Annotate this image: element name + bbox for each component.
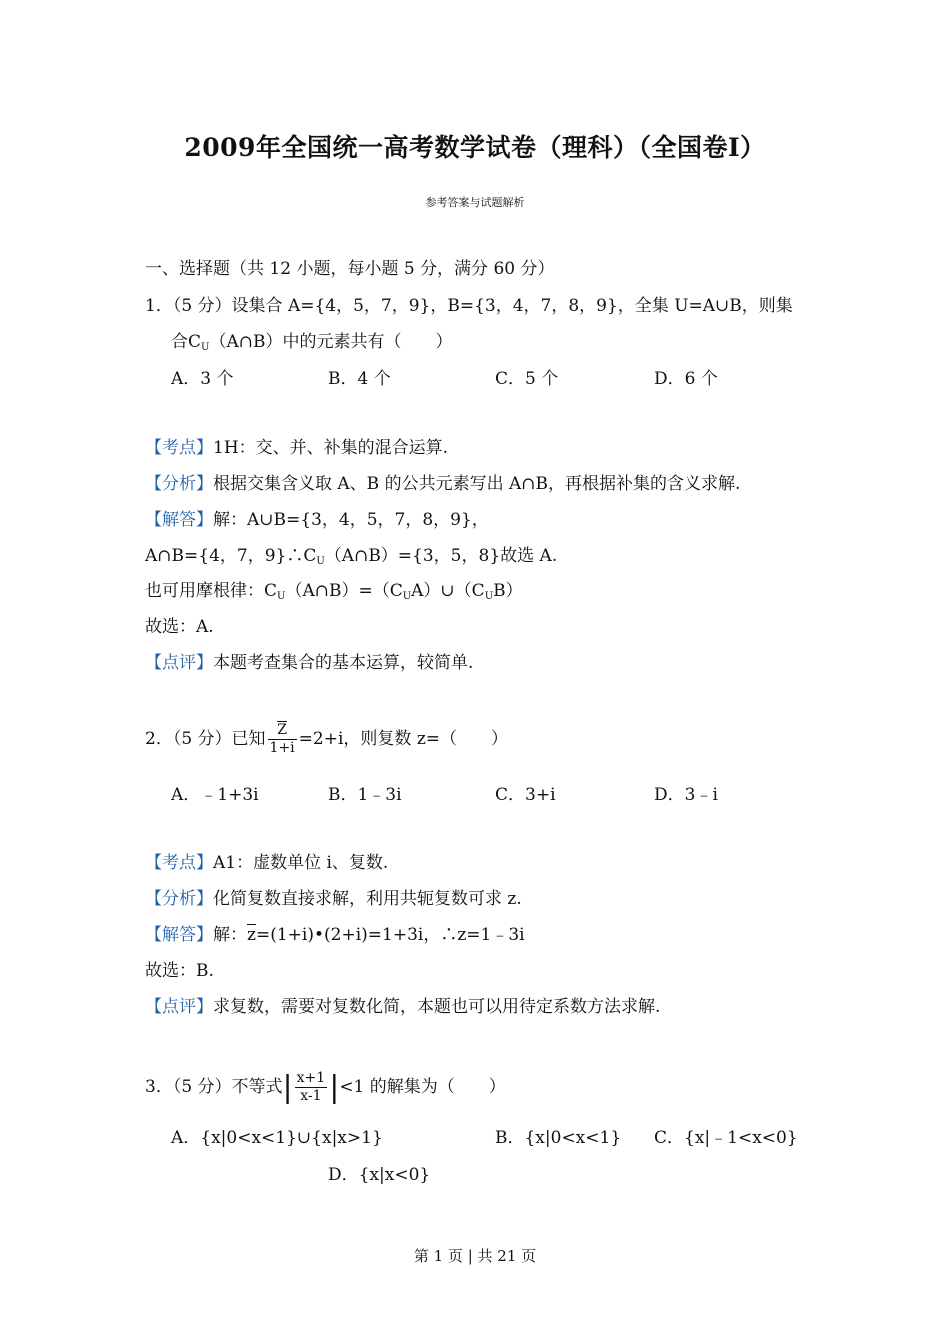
q3-option-c: C．{x|﹣1<x<0} [654,1128,798,1148]
q2-stem-a: 2．（5 分）已知 [145,729,266,749]
q3-abs-right: | [329,1069,340,1105]
page-subtitle: 参考答案与试题解析 [425,196,525,209]
q2-kaodian-label: 【考点】 [145,853,213,873]
q2-stem-b: =2+i，则复数 z=（ ） [298,729,509,749]
q2-jieda-zbar: $\overline{z}$ [247,925,256,945]
q1-jieda3-d: B） [493,581,523,601]
q1-fenxi-label: 【分析】 [145,474,213,494]
q1-jieda3-sub2: U [402,591,412,602]
q2-dianping [145,996,660,1018]
q2-option-a: A．﹣1+3i [171,785,259,805]
q1-jieda3-sub1: U [277,591,286,602]
q2-option-b: B．1﹣3i [328,785,402,805]
q3-stem [145,1070,506,1105]
q2-jieda-a: 解： [213,925,247,945]
q1-stem-line2-b: （A∩B）中的元素共有（ ） [209,332,453,352]
q2-fraction [268,722,297,757]
q1-option-b: B．4 个 [328,369,391,389]
q1-jieda2-sub: U [316,556,325,567]
q1-kaodian-label: 【考点】 [145,438,213,458]
q1-dianping-label: 【点评】 [145,653,213,673]
q2-stem [145,722,508,757]
q1-fenxi-text: 根据交集含义取 A、B 的公共元素写出 A∩B，再根据补集的含义求解. [213,474,741,494]
q1-kaodian-text: 1H：交、并、补集的混合运算. [213,438,449,458]
page-title: 2009年全国统一高考数学试卷（理科）（全国卷Ⅰ） [184,133,766,162]
q3-stem-b: <1 的解集为（ ） [339,1077,506,1097]
q1-option-c: C．5 个 [495,369,559,389]
q1-jieda-label: 【解答】 [145,510,213,530]
q1-stem-line2-a: 合C [171,332,202,352]
q1-jieda3-a: 也可用摩根律：C [145,581,278,601]
q1-option-d: D．6 个 [654,369,718,389]
section-heading: 一、选择题（共 12 小题，每小题 5 分，满分 60 分） [145,259,555,279]
q1-jieda3-sub3: U [484,591,494,602]
q1-jieda3-b: （A∩B）=（C [285,581,403,601]
q1-fenxi [145,473,740,495]
q1-option-a: A．3 个 [171,369,234,389]
q3-option-d: D．{x|x<0} [328,1165,431,1185]
q2-dianping-text: 求复数，需要对复数化简，本题也可以用待定系数方法求解. [213,997,661,1017]
q2-frac-num: $\overline{Z}$ [268,722,297,740]
q2-fenxi-label: 【分析】 [145,889,213,909]
page-footer: 第 1 页 | 共 21 页 [413,1247,537,1265]
q3-option-a: A．{x|0<x<1}∪{x|x>1} [171,1128,383,1148]
q2-fenxi [145,888,522,910]
q2-jieda-b: =(1+i)•(2+i)=1+3i，∴z=1﹣3i [255,925,525,945]
q1-jieda-line2 [145,545,557,573]
q2-option-c: C．3+i [495,785,556,805]
q2-jieda-label: 【解答】 [145,925,213,945]
q1-jieda-text1: 解：A∪B={3，4，5，7，8，9}， [213,510,489,530]
q1-kaodian [145,437,448,459]
q1-answer: 故选：A. [145,617,214,637]
q1-stem-line2-sub: U [201,342,210,353]
q3-abs-left: | [282,1069,293,1105]
q3-stem-a: 3．（5 分）不等式 [145,1077,283,1097]
q1-jieda3-c: A）∪（C [411,581,485,601]
q2-kaodian [145,852,388,874]
q3-frac-den: x-1 [300,1088,322,1104]
q3-fraction [295,1070,328,1105]
q2-option-d: D．3﹣i [654,785,718,805]
q1-jieda [145,509,489,531]
q2-kaodian-text: A1：虚数单位 i、复数. [213,853,389,873]
q3-frac-num: x+1 [296,1070,326,1086]
q1-jieda-line3 [145,580,523,608]
q2-jieda [145,924,525,946]
q2-frac-den: 1+i [269,740,295,756]
q1-jieda2-a: A∩B={4，7，9}∴C [145,546,317,566]
q1-dianping-text: 本题考查集合的基本运算，较简单. [213,653,474,673]
q1-dianping [145,652,473,674]
q3-option-b: B．{x|0<x<1} [495,1128,622,1148]
q1-jieda2-b: （A∩B）={3，5，8}故选 A. [324,546,558,566]
q2-answer: 故选：B. [145,961,214,981]
q2-fenxi-text: 化简复数直接求解，利用共轭复数可求 z. [213,889,522,909]
q1-stem-line2 [171,331,452,359]
q1-stem-line1: 1．（5 分）设集合 A={4，5，7，9}，B={3，4，7，8，9}，全集 U=A∪B，则集 [145,296,793,316]
q2-dianping-label: 【点评】 [145,997,213,1017]
